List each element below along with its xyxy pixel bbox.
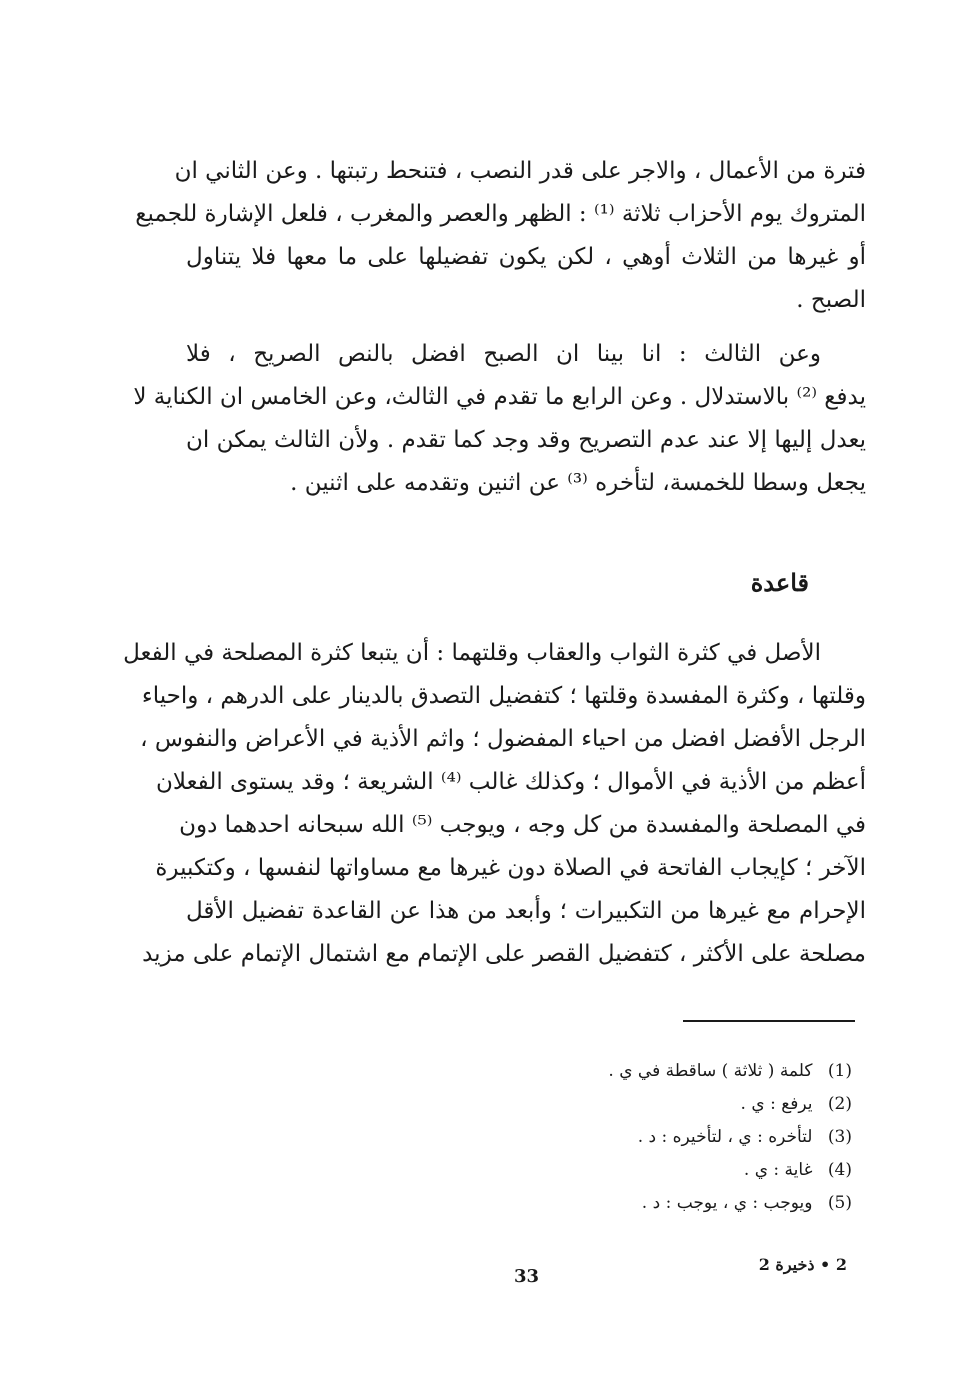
text-line: يدفع ⁽²⁾ بالاستدلال . وعن الرابع ما تقدم في الثالث، وعن الخامس ان الكناية لا — [133, 384, 866, 410]
footnote-text: كلمة ( ثلاثة ) ساقطة في ي . — [608, 1061, 813, 1081]
text-line: وعن الثالث : انا بينا ان الصبح افضل بالنص الصريح ، فلا — [186, 341, 821, 367]
footnote-text: ويوجب : ي ، يوجب : د . — [641, 1193, 813, 1213]
footnote — [608, 1088, 852, 1121]
footnote — [608, 1055, 852, 1088]
paragraph-3 — [123, 632, 866, 976]
footnote — [608, 1154, 852, 1187]
text-line: الآخر ؛ كإيجاب الفاتحة في الصلاة دون غيرها مع مساواتها لنفسها ، وكتكبيرة — [155, 855, 866, 881]
section-heading: قاعدة — [750, 568, 809, 597]
footnote-number: (4) — [827, 1160, 852, 1180]
footnote-number: (5) — [827, 1193, 852, 1213]
footnote-divider — [683, 1020, 855, 1022]
footnote-text: لتأخره : ي ، لتأخيره : د . — [637, 1127, 813, 1147]
footnote-number: (2) — [827, 1094, 852, 1114]
page-number: 33 — [514, 1266, 540, 1287]
footnotes — [608, 1055, 852, 1220]
printer-signature: 2 • ذخيرة 2 — [758, 1255, 847, 1274]
text-line: يعدل إليها إلا عند عدم التصريح وقد وجد كما تقدم . ولأن الثالث يمكن ان — [186, 427, 866, 453]
text-line: الصبح . — [796, 287, 866, 313]
footnote — [608, 1187, 852, 1220]
paragraph-1 — [135, 150, 866, 322]
text-line: يجعل وسطا للخمسة، لتأخره ⁽³⁾ عن اثنين وتقدمه على اثنين . — [290, 470, 866, 496]
text-line: الأصل في كثرة الثواب والعقاب وقلتهما : أن يتبعا كثرة المصلحة في الفعل — [123, 640, 821, 666]
text-line: مصلحة على الأكثر ، كتفضيل القصر على الإتمام مع اشتمال الإتمام على مزيد — [142, 941, 866, 967]
footnote-number: (3) — [827, 1127, 852, 1147]
text-line: الإحرام مع غيرها من التكبيرات ؛ وأبعد من هذا عن القاعدة تفضيل الأقل — [186, 898, 866, 924]
text-line: أو غيرها من الثلاث أوهي ، لكن يكون تفضيلها على ما معها فلا يتناول — [186, 244, 866, 270]
paragraph-2 — [133, 333, 866, 505]
text-line: الرجل الأفضل افضل من احياء المفضول ؛ واثم الأذية في الأعراض والنفوس ، — [140, 726, 866, 752]
footnote — [608, 1121, 852, 1154]
footnote-text: غاية : ي . — [743, 1160, 813, 1180]
text-line: أعظم من الأذية في الأموال ؛ وكذلك غالب ⁽⁴⁾ الشريعة ؛ وقد يستوى الفعلان — [155, 769, 866, 795]
text-line: في المصلحة والمفسدة من كل وجه ، ويوجب ⁽⁵⁾ الله سبحانه احدهما دون — [179, 812, 866, 838]
footnote-text: يرفع : ي . — [740, 1094, 813, 1114]
footnote-number: (1) — [827, 1061, 852, 1081]
text-line: فترة من الأعمال ، والاجر على قدر النصب ، فتنحط رتبتها . وعن الثاني ان — [174, 158, 866, 184]
text-line: المتروك يوم الأحزاب ثلاثة ⁽¹⁾ : الظهر والعصر والمغرب ، فلعل الإشارة للجميع — [135, 201, 866, 227]
text-line: وقلتها ، وكثرة المفسدة وقلتها ؛ كتفضيل التصدق بالدينار على الدرهم ، واحياء — [141, 683, 866, 709]
